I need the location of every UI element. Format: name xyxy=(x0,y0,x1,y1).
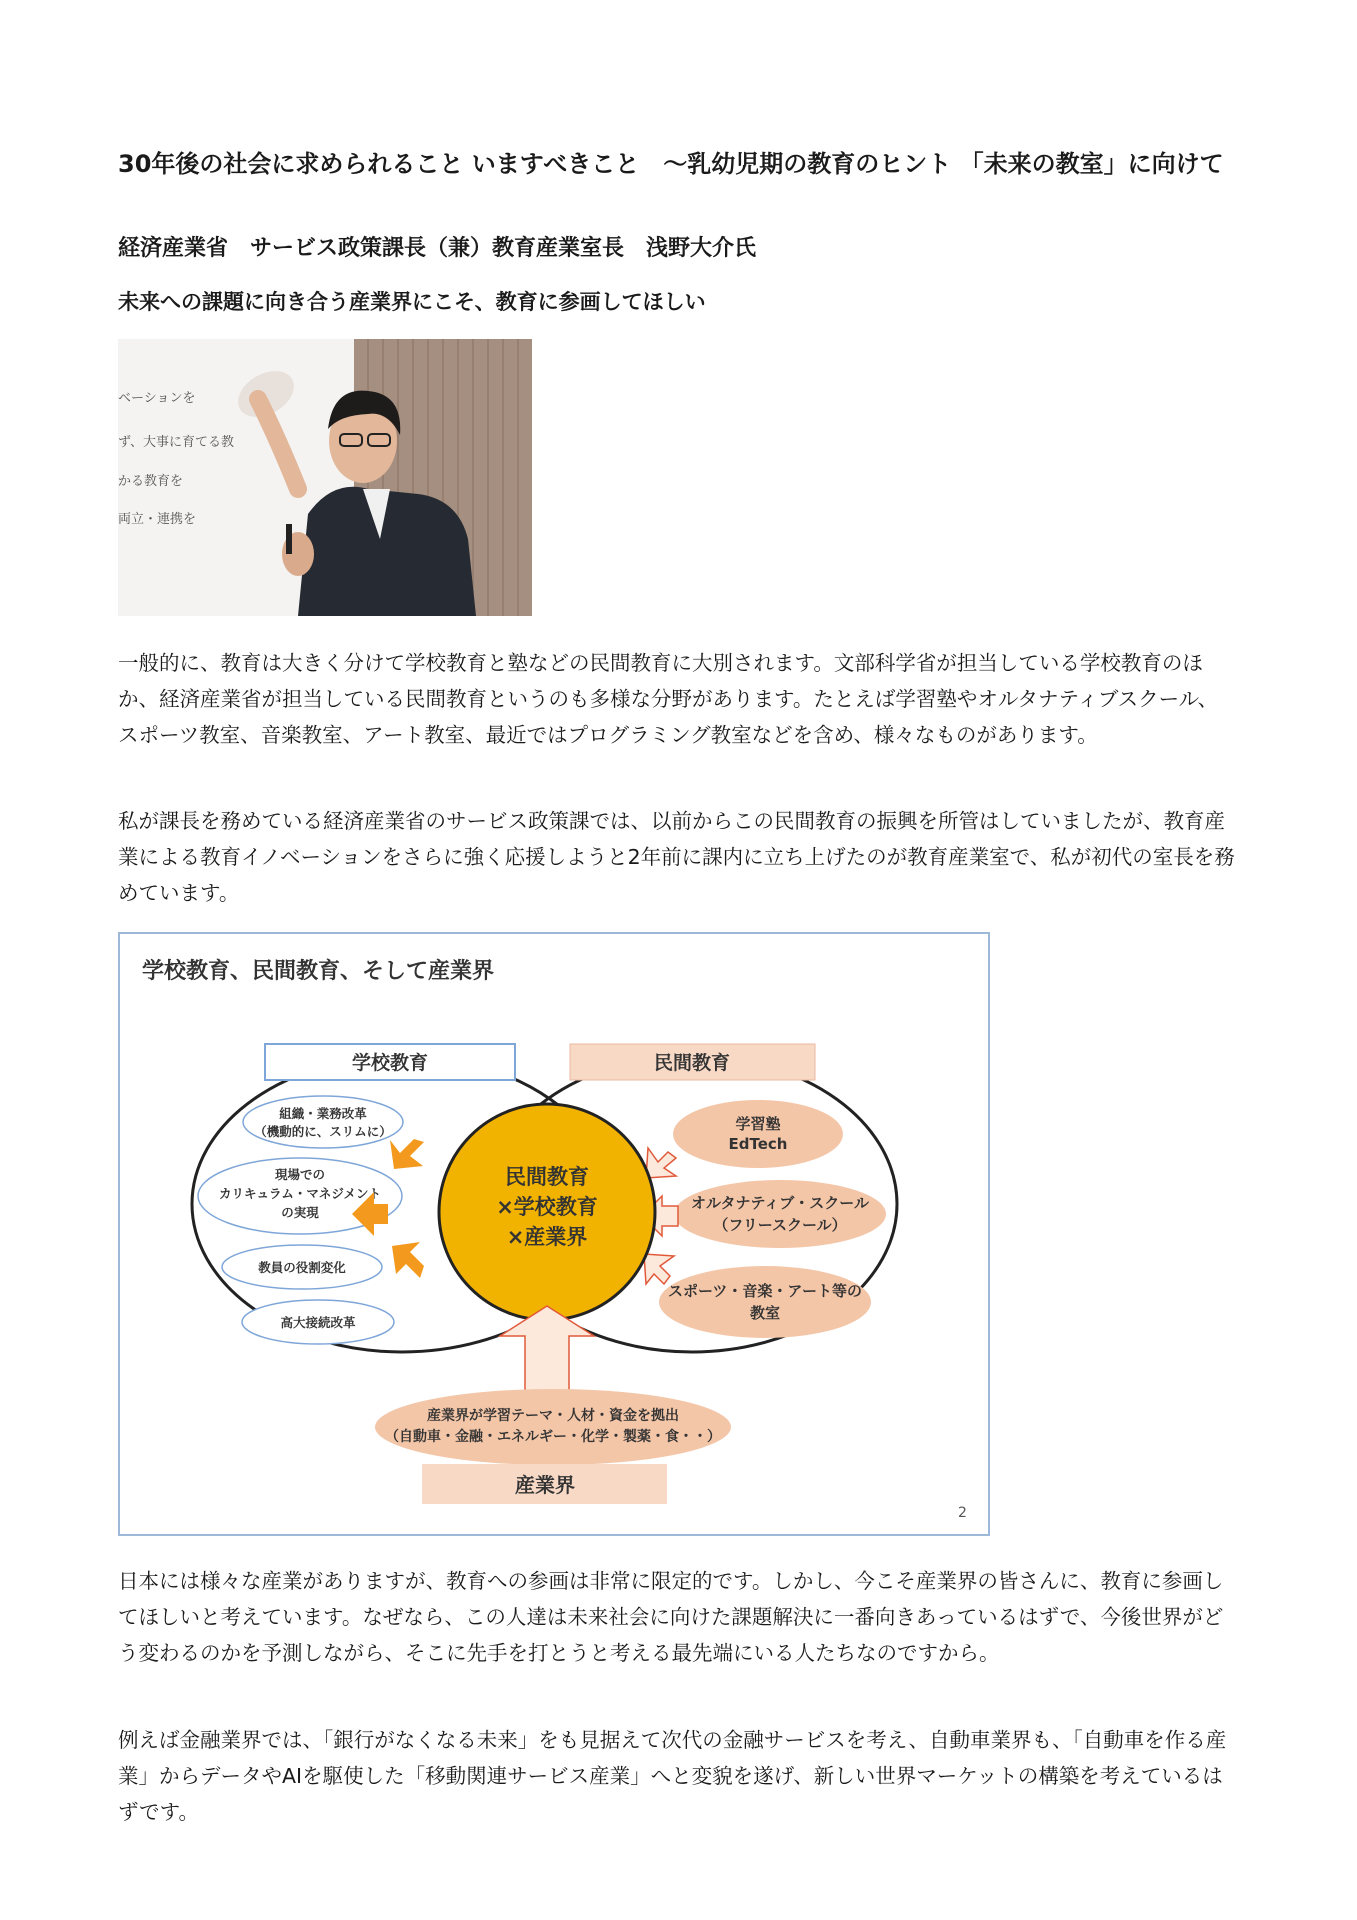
school-item-text: （機動的に、スリムに） xyxy=(254,1124,392,1139)
body-paragraph: 例えば金融業界では、「銀行がなくなる未来」をも見据えて次代の金融サービスを考え、自動車業界も、「自動車を作る産業」からデータやAIを駆使した「移動関連サービス産業」へと変貌を遂げ、新しい世界マーケットの構築を考えているはずです。 xyxy=(118,1728,1227,1824)
education-diagram xyxy=(120,934,988,1534)
section-headline: 未来への課題に向き合う産業界にこそ、教育に参画してほしい xyxy=(118,290,706,314)
school-item-bubble xyxy=(243,1096,403,1148)
speaker-line: 経済産業省 サービス政策課長（兼）教育産業室長 浅野大介氏 xyxy=(118,236,757,261)
article-title: 30年後の社会に求められること いますべきこと ～乳幼児期の教育のヒント 「未来の教室」に向けて xyxy=(118,150,1224,178)
body-paragraph: 私が課長を務めている経済産業省のサービス政策課では、以前からこの民間教育の振興を所管はしていましたが、教育産業による教育イノベーションをさらに強く応援しようと2年前に課内に立ち上げたのが教育産業室で、私が初代の室長を務めています。 xyxy=(118,809,1235,905)
school-item-text: の実現 xyxy=(281,1205,319,1220)
industry-text: 産業界が学習テーマ・人材・資金を拠出 xyxy=(427,1408,679,1424)
private-item-text: 教室 xyxy=(749,1304,781,1322)
projected-slide-line: かる教育を xyxy=(118,474,184,489)
arrow-icon xyxy=(646,1148,676,1178)
industry-bubble xyxy=(375,1389,731,1465)
industry-text: （自動車・金融・エネルギー・化学・製薬・食・・） xyxy=(385,1429,721,1445)
private-item-bubble xyxy=(674,1180,886,1248)
slide-page-number: 2 xyxy=(958,1505,967,1521)
school-item-text: 教員の役割変化 xyxy=(258,1260,346,1275)
private-item-bubble xyxy=(659,1266,871,1338)
private-item-text: 学習塾 xyxy=(735,1115,781,1133)
industry-label: 産業界 xyxy=(515,1473,575,1497)
slide-title: 学校教育、民間教育、そして産業界 xyxy=(142,959,495,984)
private-header-label: 民間教育 xyxy=(653,1052,731,1074)
speaker-photo xyxy=(118,339,532,616)
private-item-text: EdTech xyxy=(728,1135,788,1153)
diagram-slide xyxy=(118,932,990,1536)
private-item-text: オルタナティブ・スクール xyxy=(691,1194,869,1212)
body-paragraph: 一般的に、教育は大きく分けて学校教育と塾などの民間教育に大別されます。文部科学省が担当している学校教育のほか、経済産業省が担当している民間教育というのも多様な分野があります。たとえば学習塾やオルタナティブスクール、スポーツ教室、音楽教室、アート教室、最近ではプログラミング教室などを含め、様々なものがあります。 xyxy=(118,651,1219,747)
body-paragraph: 日本には様々な産業がありますが、教育への参画は非常に限定的です。しかし、今こそ産業界の皆さんに、教育に参画してほしいと考えています。なぜなら、この人達は未来社会に向けた課題解決に一番向きあっているはずで、今後世界がどう変わるのかを予測しながら、そこに先手を打とうと考える最先端にいる人たちなのですから。 xyxy=(118,1569,1224,1665)
projected-slide-line: 両立・連携を xyxy=(118,512,197,527)
center-text: 民間教育 xyxy=(505,1165,589,1189)
school-item-text: カリキュラム・マネジメント xyxy=(218,1186,382,1201)
center-text: ×産業界 xyxy=(506,1225,588,1249)
private-item-text: （フリースクール） xyxy=(713,1216,847,1234)
center-text: ×学校教育 xyxy=(496,1195,598,1219)
private-item-text: スポーツ・音楽・アート等の xyxy=(668,1282,862,1300)
projected-slide-line: ず、大事に育てる教 xyxy=(118,435,234,450)
private-item-bubble xyxy=(673,1100,843,1168)
school-item-text: 現場での xyxy=(274,1167,326,1182)
school-item-text: 高大接続改革 xyxy=(280,1315,356,1330)
projected-slide-line: ベーションを xyxy=(118,391,196,406)
school-header-label: 学校教育 xyxy=(351,1052,429,1074)
arrow-icon xyxy=(644,1254,674,1284)
speaker-photo-illustration xyxy=(118,339,532,616)
school-item-text: 組織・業務改革 xyxy=(279,1106,367,1121)
